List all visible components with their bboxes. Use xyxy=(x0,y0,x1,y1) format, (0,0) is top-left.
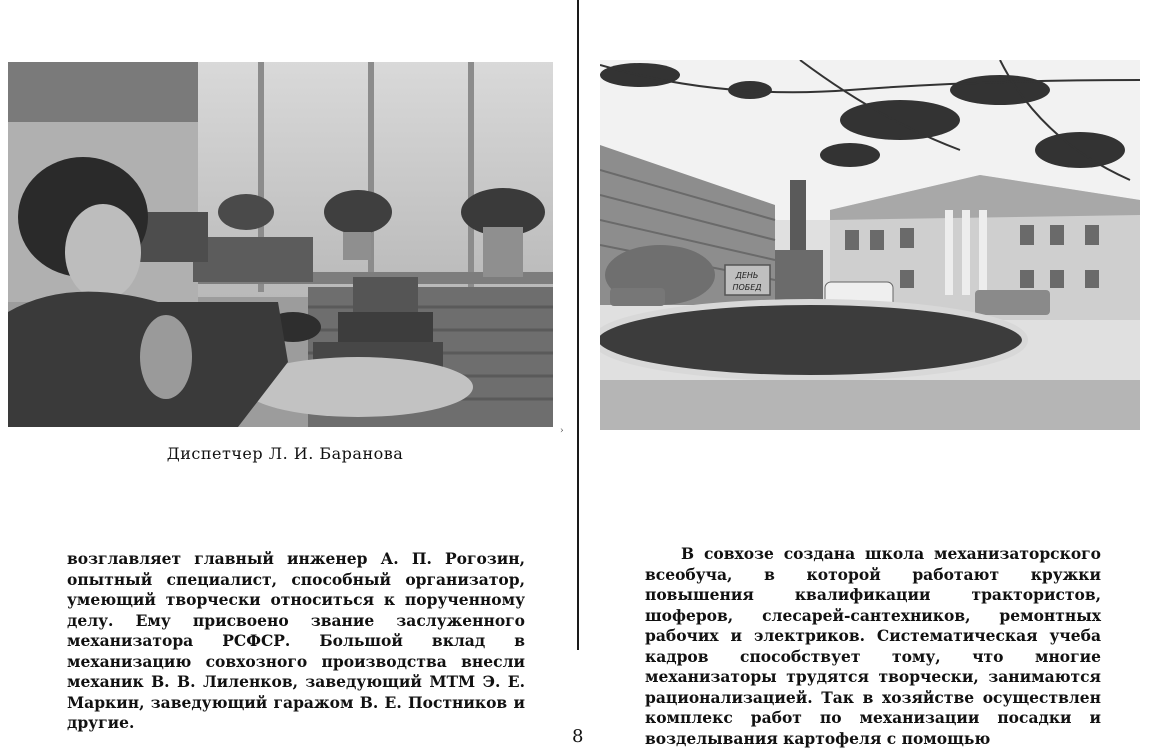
banner-line-2: ПОБЕД xyxy=(732,283,762,292)
photo-square-image xyxy=(600,60,1140,430)
left-page-paragraph: возглавляет главный инженер А. П. Рогозин, опытный специалист, способный организатор, умеющий творчески относиться к порученному делу. Ему присвоено звание заслуженного механизатора РСФСР. Большой вклад в механизацию совхозного производства внесли механик В. В. Лиленков, заведующий МТМ Э. Е. Маркин, заведующий гаражом В. Е. Постников и другие. xyxy=(67,549,525,732)
right-page-text-column xyxy=(645,544,1101,749)
photo-dispatcher-at-desk xyxy=(8,62,553,427)
photo-sovkhoz-square xyxy=(600,60,1140,430)
photo-dispatcher-image xyxy=(8,62,553,427)
margin-mark: › xyxy=(560,426,564,436)
right-page-paragraph: В совхозе создана школа механизаторского всеобуча, в которой работают кружки повышения квалификации трактористов, шоферов, слесарей-сантехников, ремонтных рабочих и электриков. Систематическая учеба кадров способствует тому, что многие механизаторы трудятся творчески, занимаются рационализацией. Так в хозяйстве осуществлен комплекс работ по механизации посадки и возделывания картофеля с помощью xyxy=(645,544,1101,748)
photo-caption: Диспетчер Л. И. Баранова xyxy=(166,444,404,463)
page-number: 8 xyxy=(572,726,584,747)
banner-line-1: ДЕНЬ xyxy=(735,271,759,280)
page-gutter-line xyxy=(577,0,579,650)
left-page-text-column xyxy=(67,549,525,734)
